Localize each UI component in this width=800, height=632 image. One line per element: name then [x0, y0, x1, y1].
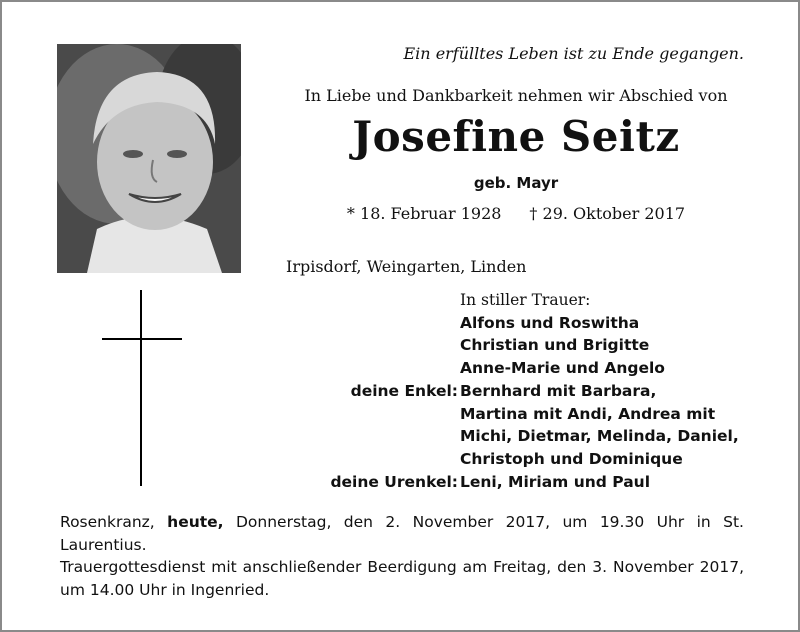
service-info	[60, 511, 744, 601]
death-date: † 29. Oktober 2017	[529, 204, 686, 223]
grandchildren-line: Michi, Dietmar, Melinda, Daniel,	[460, 427, 739, 446]
funeral-service-info: Trauergottesdienst mit anschließender Beerdigung am Freitag, den 3. November 2017, um 14.00 Uhr in Ingenried.	[60, 558, 744, 599]
birth-date: * 18. Februar 1928	[346, 204, 502, 223]
deceased-name: Josefine Seitz	[352, 112, 680, 161]
rosary-info	[60, 511, 744, 556]
mourners-list	[300, 289, 760, 493]
intro-text: In Liebe und Dankbarkeit nehmen wir Abschied von	[304, 86, 728, 105]
mourner-children: Christian und Brigitte	[460, 336, 650, 355]
life-dates	[256, 204, 776, 223]
mourner-children: Alfons und Roswitha	[460, 313, 640, 332]
great-grandchildren-line: Leni, Miriam und Paul	[460, 472, 651, 491]
rosary-details: Donnerstag, den 2. November 2017, um 19.30 Uhr in St. Laurentius.	[60, 513, 744, 554]
grandchildren-line: Bernhard mit Barbara,	[460, 381, 657, 400]
places-text: Irpisdorf, Weingarten, Linden	[286, 257, 527, 276]
portrait-illustration	[57, 44, 241, 273]
grandchildren-label: deine Enkel:	[350, 381, 458, 400]
great-grandchildren-label: deine Urenkel:	[330, 472, 458, 491]
grandchildren-line: Christoph und Dominique	[460, 449, 683, 468]
mourners-heading: In stiller Trauer:	[460, 291, 591, 309]
rosary-prefix: Rosenkranz,	[60, 513, 155, 531]
cross-icon-bar	[102, 338, 182, 340]
grandchildren-line: Martina mit Andi, Andrea mit	[460, 404, 716, 423]
mourner-children: Anne-Marie und Angelo	[460, 359, 665, 378]
motto-text: Ein erfülltes Leben ist zu Ende gegangen.	[403, 44, 744, 63]
portrait-photo	[57, 44, 241, 273]
maiden-name: geb. Mayr	[473, 174, 559, 192]
cross-icon	[140, 290, 142, 486]
rosary-today: heute,	[167, 513, 224, 531]
